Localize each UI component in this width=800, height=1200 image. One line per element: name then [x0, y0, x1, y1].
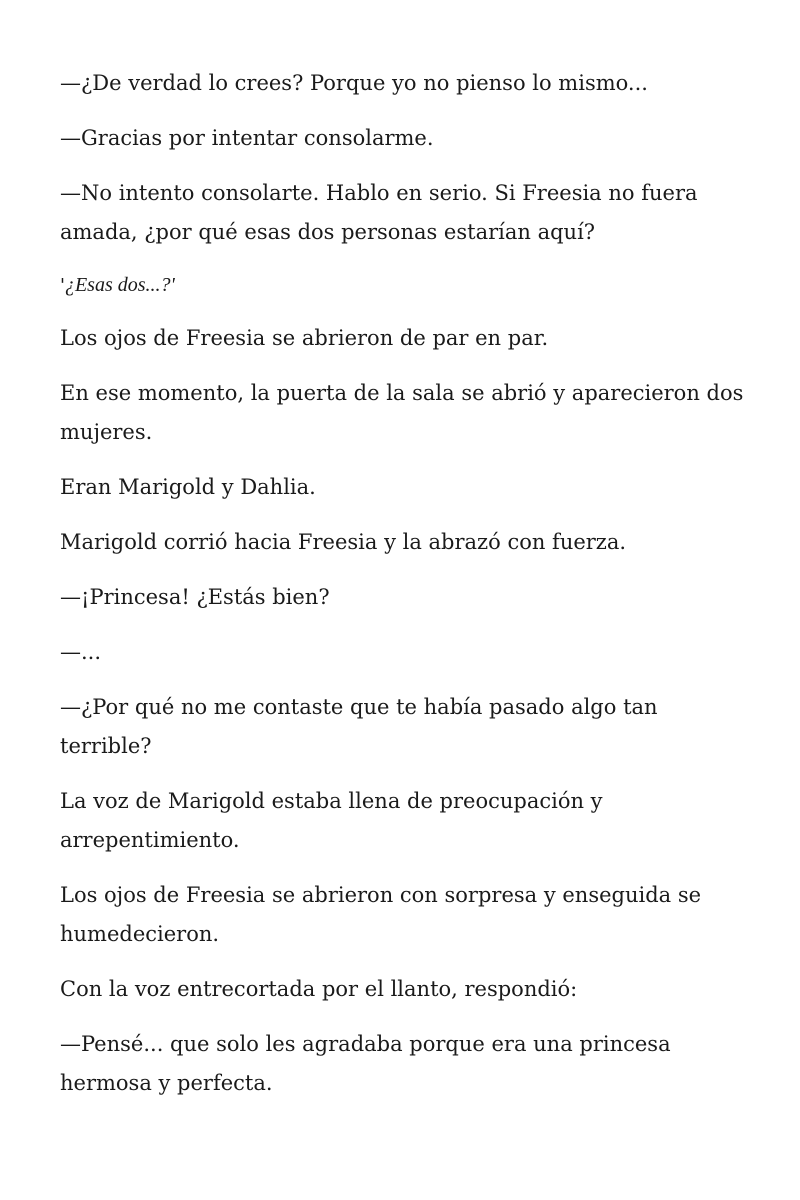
paragraph: Los ojos de Freesia se abrieron con sorpresa y enseguida se humedecieron. — [60, 883, 702, 946]
paragraph: —No intento consolarte. Hablo en serio. Si Freesia no fuera amada, ¿por qué esas dos personas estarían aquí? — [60, 181, 698, 244]
document-page — [60, 64, 750, 1119]
paragraph: Con la voz entrecortada por el llanto, respondió: — [60, 977, 578, 1001]
paragraph: —¿Por qué no me contaste que te había pasado algo tan terrible? — [60, 695, 658, 758]
paragraph: —¿De verdad lo crees? Porque yo no pienso lo mismo... — [60, 71, 648, 95]
paragraph: —¡Princesa! ¿Estás bien? — [60, 585, 330, 609]
paragraph: —Gracias por intentar consolarme. — [60, 126, 434, 150]
inner-thought — [60, 268, 750, 303]
paragraph: En ese momento, la puerta de la sala se abrió y aparecieron dos mujeres. — [60, 381, 744, 444]
paragraph: —Pensé... que solo les agradaba porque era una princesa hermosa y perfecta. — [60, 1032, 671, 1095]
inner-thought-text: ¿Esas dos...?' — [64, 274, 175, 296]
paragraph: Marigold corrió hacia Freesia y la abrazó con fuerza. — [60, 530, 627, 554]
opening-quote-mark: ' — [60, 275, 65, 296]
paragraph: —... — [60, 640, 102, 664]
paragraph: Los ojos de Freesia se abrieron de par en par. — [60, 326, 549, 350]
paragraph: La voz de Marigold estaba llena de preocupación y arrepentimiento. — [60, 789, 603, 852]
paragraph: Eran Marigold y Dahlia. — [60, 475, 316, 499]
